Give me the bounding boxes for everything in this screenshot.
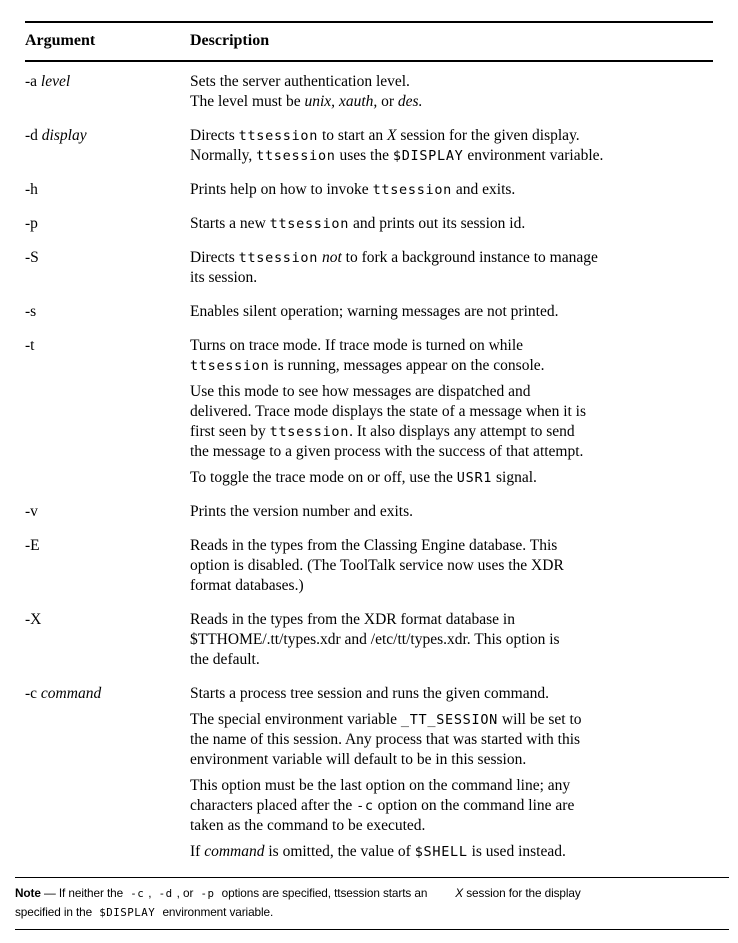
argument-cell (25, 536, 190, 596)
italic-text: unix, (304, 93, 336, 110)
description-paragraph (190, 214, 713, 234)
italic-text: des. (397, 93, 423, 110)
description-paragraph (190, 468, 713, 488)
table-row (25, 214, 713, 234)
text: Directs (190, 127, 239, 144)
table-rows (25, 72, 713, 871)
argument-cell (25, 214, 190, 234)
argument-cell (25, 336, 190, 488)
text: -s (25, 303, 37, 320)
text: Turns on trace mode. If trace mode is turned on while (190, 337, 524, 354)
code-text: ttsession (269, 424, 350, 440)
description-cell (190, 214, 713, 234)
text: to start an (318, 127, 387, 144)
text: , or (176, 886, 197, 900)
description-cell (190, 302, 713, 322)
text: If (190, 843, 205, 860)
text: The level must be (190, 93, 305, 110)
text: session for the given display. (396, 127, 580, 144)
rule-note-bottom (15, 929, 729, 930)
description-paragraph (190, 336, 713, 376)
text: is used instead. (467, 843, 566, 860)
text: Reads in the types from the XDR format database in (190, 611, 515, 628)
text: environment variable. (159, 905, 274, 919)
text: Directs (190, 249, 239, 266)
italic-text: level (40, 73, 71, 90)
text: Use this mode to see how messages are dispatched and (190, 383, 531, 400)
table-row (25, 536, 713, 596)
text: signal. (492, 469, 537, 486)
description-cell (190, 684, 713, 862)
text: Sets the server authentication level. (190, 73, 410, 90)
text: session for the display (463, 886, 581, 900)
text: Note (15, 886, 41, 900)
description-paragraph (190, 710, 713, 770)
description-paragraph (190, 302, 713, 322)
text: options are specified, ttsession starts an (218, 886, 428, 900)
text: environment variable will default to be in this session. (190, 751, 527, 768)
description-paragraph (190, 126, 713, 166)
text: Starts a process tree session and runs the given command. (190, 685, 549, 702)
text: -t (25, 337, 35, 354)
note-text (15, 878, 729, 929)
text: -X (25, 611, 42, 628)
text: will be set to (498, 711, 582, 728)
text: The special environment variable (190, 711, 401, 728)
code-text: ttsession (372, 182, 453, 198)
table-row (25, 180, 713, 200)
text: . It also displays any attempt to send (349, 423, 575, 440)
argument-cell (25, 126, 190, 166)
description-paragraph (190, 610, 713, 670)
text: -v (25, 503, 38, 520)
header-argument: Argument (25, 32, 96, 49)
text: is running, messages appear on the console. (269, 357, 545, 374)
text: uses the (335, 147, 393, 164)
italic-text: display (41, 127, 87, 144)
italic-text: not (321, 249, 342, 266)
argument-cell (25, 72, 190, 112)
argument-cell (25, 302, 190, 322)
description-paragraph (190, 502, 713, 522)
text: This option must be the last option on the command line; any (190, 777, 571, 794)
text: specified in the (15, 905, 96, 919)
code-text: _TT_SESSION (400, 712, 498, 728)
text: -h (25, 181, 38, 198)
code-text: ttsession (238, 250, 319, 266)
text: and exits. (452, 181, 516, 198)
text: -d (25, 127, 42, 144)
table-row (25, 336, 713, 488)
table-row (25, 684, 713, 862)
argument-cell (25, 248, 190, 288)
argument-cell (25, 502, 190, 522)
table-row (25, 72, 713, 112)
text: , (148, 886, 155, 900)
italic-text: X (455, 886, 464, 900)
text: Prints the version number and exits. (190, 503, 413, 520)
table-header (25, 23, 713, 60)
text: — If neither the (40, 886, 127, 900)
text: first seen by (190, 423, 270, 440)
description-cell (190, 126, 713, 166)
text: Enables silent operation; warning messages are not printed. (190, 303, 559, 320)
code-text: USR1 (456, 470, 493, 486)
table-row (25, 126, 713, 166)
description-cell (190, 248, 713, 288)
description-cell (190, 72, 713, 112)
text: the message to a given process with the success of that attempt. (190, 443, 584, 460)
description-paragraph (190, 248, 713, 288)
code-text: $DISPLAY (99, 906, 156, 919)
text: Reads in the types from the Classing Engine database. This (190, 537, 558, 554)
table-row (25, 248, 713, 288)
text: its session. (190, 269, 258, 286)
text: Prints help on how to invoke (190, 181, 373, 198)
argument-cell (25, 684, 190, 862)
text: delivered. Trace mode displays the state of a message when it is (190, 403, 587, 420)
description-paragraph (190, 180, 713, 200)
description-paragraph (190, 72, 713, 112)
italic-text: xauth, (338, 93, 378, 110)
description-paragraph (190, 536, 713, 596)
code-text: ttsession (269, 216, 350, 232)
text: $TTHOME/.tt/types.xdr and /etc/tt/types.xdr. This option is (190, 631, 560, 648)
code-text: -d (158, 887, 173, 900)
text: the name of this session. Any process that was started with this (190, 731, 581, 748)
text: option on the command line are (373, 797, 575, 814)
code-text: -c (130, 887, 145, 900)
text: characters placed after the (190, 797, 357, 814)
code-text: -p (200, 887, 215, 900)
text: -S (25, 249, 39, 266)
text: -E (25, 537, 40, 554)
text: Starts a new (190, 215, 270, 232)
description-cell (190, 610, 713, 670)
text: To toggle the trace mode on or off, use the (190, 469, 457, 486)
text: -p (25, 215, 38, 232)
table-row (25, 502, 713, 522)
code-text: $SHELL (414, 844, 468, 860)
text: the default. (190, 651, 260, 668)
text: or (377, 93, 398, 110)
code-text: ttsession (256, 148, 336, 164)
text: Normally, (190, 147, 257, 164)
argument-cell (25, 180, 190, 200)
description-cell (190, 180, 713, 200)
text: -c (25, 685, 41, 702)
text: format databases.) (190, 577, 304, 594)
table-row (25, 610, 713, 670)
code-text: $DISPLAY (392, 148, 464, 164)
text: option is disabled. (The ToolTalk service now uses the XDR (190, 557, 564, 574)
argument-cell (25, 610, 190, 670)
header-description: Description (190, 32, 270, 49)
rule-header-bottom (25, 60, 713, 62)
table-row (25, 302, 713, 322)
text: -a (25, 73, 41, 90)
description-cell (190, 502, 713, 522)
text: environment variable. (463, 147, 604, 164)
note-section (15, 871, 729, 937)
text: to fork a background instance to manage (341, 249, 598, 266)
description-paragraph (190, 382, 713, 462)
italic-text: X (386, 127, 397, 144)
description-paragraph (190, 684, 713, 704)
text: is omitted, the value of (264, 843, 415, 860)
code-text: -c (356, 798, 374, 814)
text: taken as the command to be executed. (190, 817, 426, 834)
description-paragraph (190, 776, 713, 836)
code-text: ttsession (238, 128, 319, 144)
description-cell (190, 536, 713, 596)
code-text: ttsession (190, 358, 270, 374)
italic-text: command (204, 843, 265, 860)
description-cell (190, 336, 713, 488)
italic-text: command (40, 685, 102, 702)
description-paragraph (190, 842, 713, 862)
argument-table (25, 21, 713, 871)
text: and prints out its session id. (349, 215, 526, 232)
